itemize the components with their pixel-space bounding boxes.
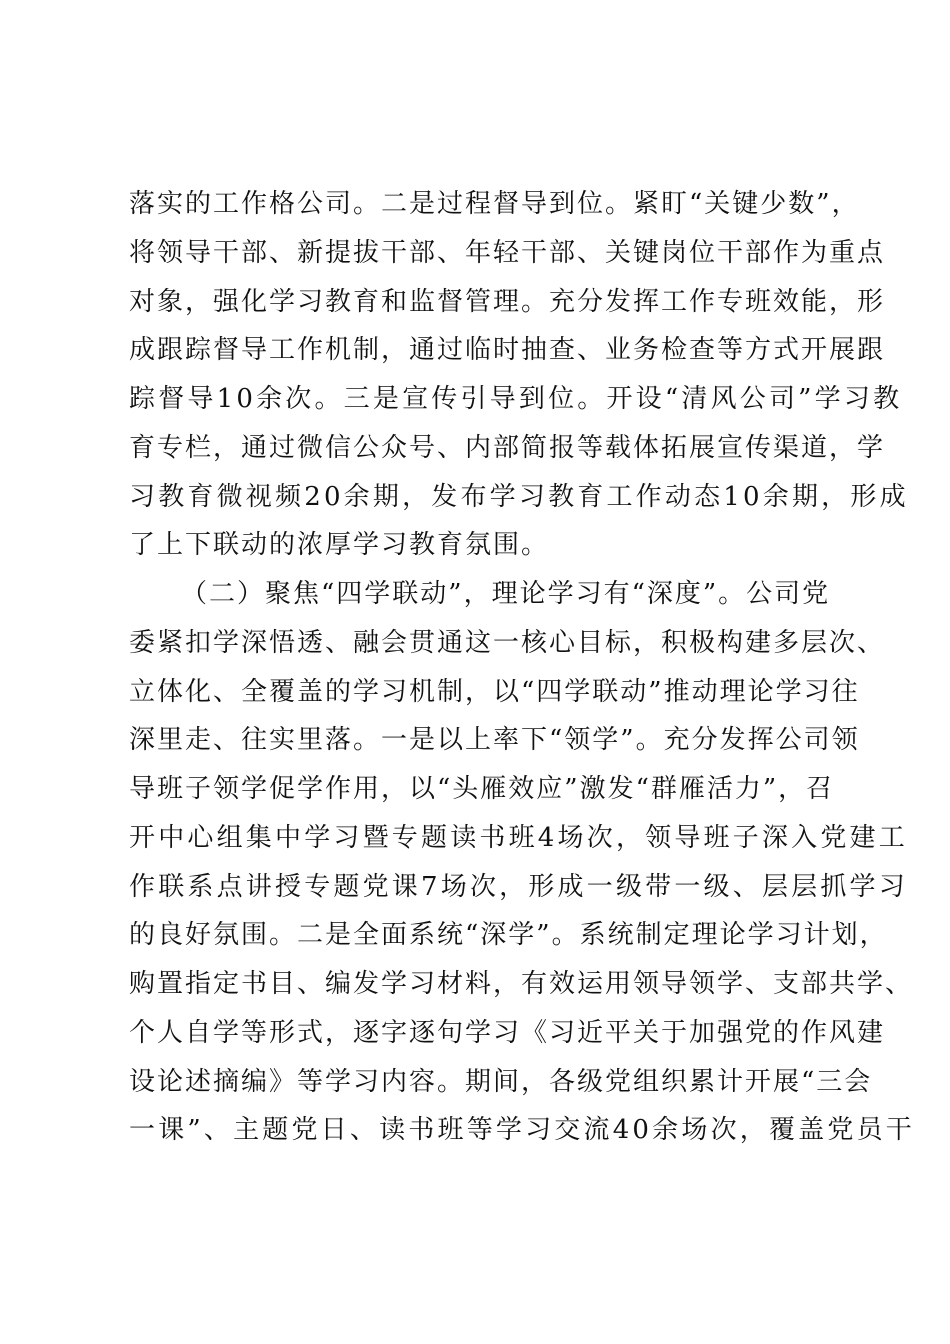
text-line: 对象，强化学习教育和监督管理。充分发挥工作专班效能，形 [129, 286, 886, 317]
text-line: 育专栏，通过微信公众号、内部简报等载体拓展宣传渠道，学 [129, 432, 886, 463]
text-line: 作联系点讲授专题党课7场次，形成一级带一级、层层抓学习 [129, 871, 908, 902]
text-line: 踪督导10余次。三是宣传引导到位。开设“清风公司”学习教 [129, 384, 903, 414]
text-line: 深里走、往实里落。一是以上率下“领学”。充分发挥公司领 [129, 725, 860, 756]
text-line: 将领导干部、新提拔干部、年轻干部、关键岗位干部作为重点 [129, 237, 886, 268]
text-line: 的良好氛围。二是全面系统“深学”。系统制定理论学习计划， [129, 920, 888, 951]
text-line: 成跟踪督导工作机制，通过临时抽查、业务检查等方式开展跟 [129, 335, 886, 366]
text-line: 立体化、全覆盖的学习机制，以“四学联动”推动理论学习往 [129, 676, 860, 707]
section-heading-line: （二）聚焦“四学联动”，理论学习有“深度”。公司党 [181, 579, 831, 609]
body-text [129, 180, 915, 1155]
text-line: 个人自学等形式，逐字逐句学习《习近平关于加强党的作风建 [129, 1017, 886, 1048]
text-line: 导班子领学促学作用，以“头雁效应”激发“群雁活力”，召 [129, 774, 835, 804]
text-line: 设论述摘编》等学习内容。期间，各级党组织累计开展“三会 [129, 1066, 873, 1097]
text-line: 落实的工作格公司。二是过程督导到位。紧盯“关键少数”， [129, 189, 860, 219]
text-line: 开中心组集中学习暨专题读书班4场次，领导班子深入党建工 [129, 822, 908, 853]
text-line: 购置指定书目、编发学习材料，有效运用领导领学、支部共学、 [129, 969, 914, 999]
text-line: 习教育微视频20余期，发布学习教育工作动态10余期，形成 [129, 481, 909, 512]
text-line: 一课”、主题党日、读书班等学习交流40余场次，覆盖党员干 [129, 1115, 915, 1146]
text-line: 委紧扣学深悟透、融会贯通这一核心目标，积极构建多层次、 [129, 627, 886, 658]
text-line: 了上下联动的浓厚学习教育氛围。 [129, 530, 550, 561]
